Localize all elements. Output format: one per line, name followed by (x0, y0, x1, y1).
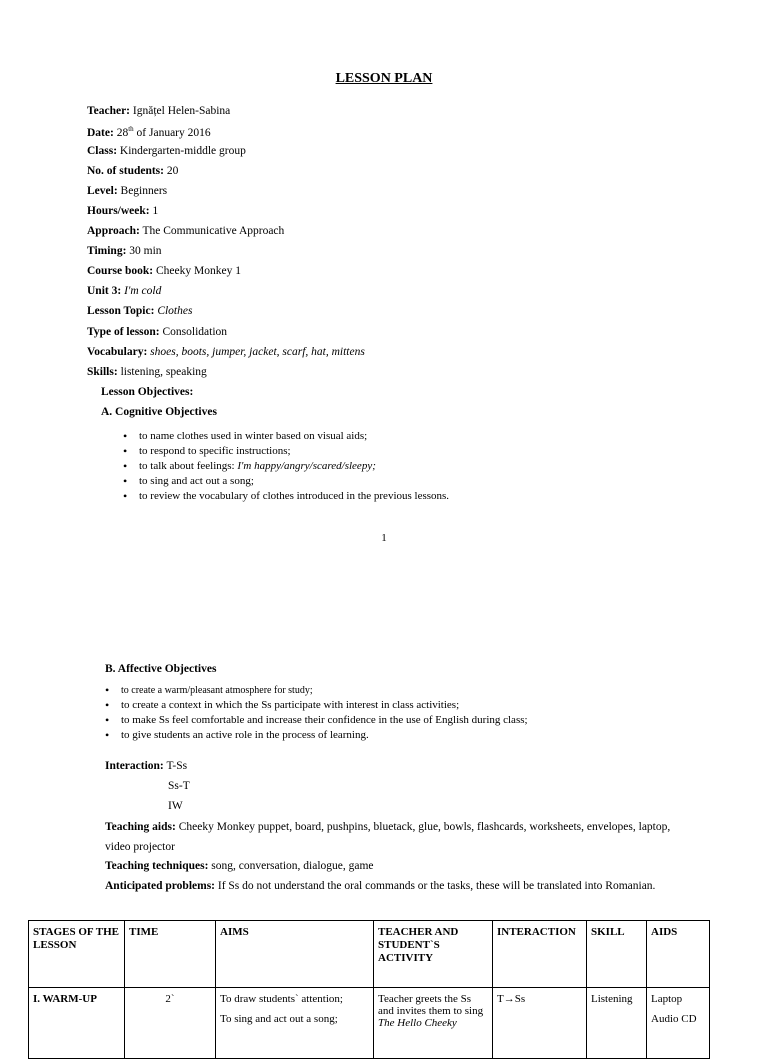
page-number: 1 (381, 532, 387, 544)
cognitive-heading: A. Cognitive Objectives (101, 406, 217, 418)
field-vocabulary: Vocabulary: shoes, boots, jumper, jacket, scarf, hat, mittens (87, 346, 365, 358)
teaching-techniques: Teaching techniques: song, conversation, dialogue, game (105, 860, 374, 872)
header-skill: SKILL (587, 921, 647, 988)
field-timing: Timing: 30 min (87, 245, 162, 257)
field-students: No. of students: 20 (87, 165, 179, 177)
cell-time: 2` (125, 988, 216, 1059)
list-item: • to talk about feelings: I'm happy/angry/scared/sleepy; (123, 459, 449, 474)
anticipated-problems: Anticipated problems: If Ss do not understand the oral commands or the tasks, these will be translated into Romanian. (105, 880, 656, 892)
affective-list (105, 683, 528, 743)
list-item: • to respond to specific instructions; (123, 444, 449, 459)
cell-skill: Listening (587, 988, 647, 1059)
field-type: Type of lesson: Consolidation (87, 326, 228, 338)
field-level: Level: Beginners (87, 185, 168, 197)
cognitive-list (123, 429, 449, 504)
field-hours: Hours/week: 1 (87, 205, 159, 217)
field-date: Date: 28th of January 2016 (87, 125, 211, 139)
list-item: • to make Ss feel comfortable and increase their confidence in the use of English during class; (105, 713, 528, 728)
list-item: • to sing and act out a song; (123, 474, 449, 489)
field-coursebook: Course book: Cheeky Monkey 1 (87, 265, 241, 277)
teaching-aids: Teaching aids: Cheeky Monkey puppet, board, pushpins, bluetack, glue, bowls, flashcards, worksheets, envelopes, laptop, (105, 821, 671, 833)
table-header-row (29, 921, 710, 988)
field-class: Class: Kindergarten-middle group (87, 145, 246, 157)
field-skills: Skills: listening, speaking (87, 366, 207, 378)
teaching-aids-cont: video projector (105, 841, 175, 853)
table-row (29, 988, 710, 1059)
list-item: • to review the vocabulary of clothes introduced in the previous lessons. (123, 489, 449, 504)
interaction-label: Interaction: T-Ss (105, 760, 188, 772)
field-unit: Unit 3: I'm cold (87, 285, 162, 297)
interaction-value: IW (168, 800, 183, 812)
cell-stage: I. WARM-UP (29, 988, 125, 1059)
objectives-heading: Lesson Objectives: (101, 386, 194, 398)
field-approach: Approach: The Communicative Approach (87, 225, 285, 237)
lesson-table (28, 920, 710, 1059)
affective-heading: B. Affective Objectives (105, 663, 217, 675)
header-time: TIME (125, 921, 216, 988)
interaction-value: Ss-T (168, 780, 190, 792)
header-stages: STAGES OF THE LESSON (29, 921, 125, 988)
list-item: • to create a context in which the Ss participate with interest in class activities; (105, 698, 528, 713)
field-topic: Lesson Topic: Clothes (87, 305, 193, 317)
field-teacher: Teacher: Ignățel Helen-Sabina (87, 105, 231, 117)
header-activity: TEACHER AND STUDENT`S ACTIVITY (374, 921, 493, 988)
header-aims: AIMS (216, 921, 374, 988)
page-title: LESSON PLAN (335, 71, 433, 86)
list-item: • to give students an active role in the process of learning. (105, 728, 528, 743)
header-interaction: INTERACTION (493, 921, 587, 988)
list-item: • to create a warm/pleasant atmosphere for study; (105, 683, 528, 698)
list-item: • to name clothes used in winter based on visual aids; (123, 429, 449, 444)
cell-interaction: T→Ss (493, 988, 587, 1059)
cell-aims: To draw students` attention; To sing and act out a song; (216, 988, 374, 1059)
cell-aids: Laptop Audio CD (647, 988, 710, 1059)
header-aids: AIDS (647, 921, 710, 988)
cell-activity: Teacher greets the Ss and invites them to sing The Hello Cheeky (374, 988, 493, 1059)
